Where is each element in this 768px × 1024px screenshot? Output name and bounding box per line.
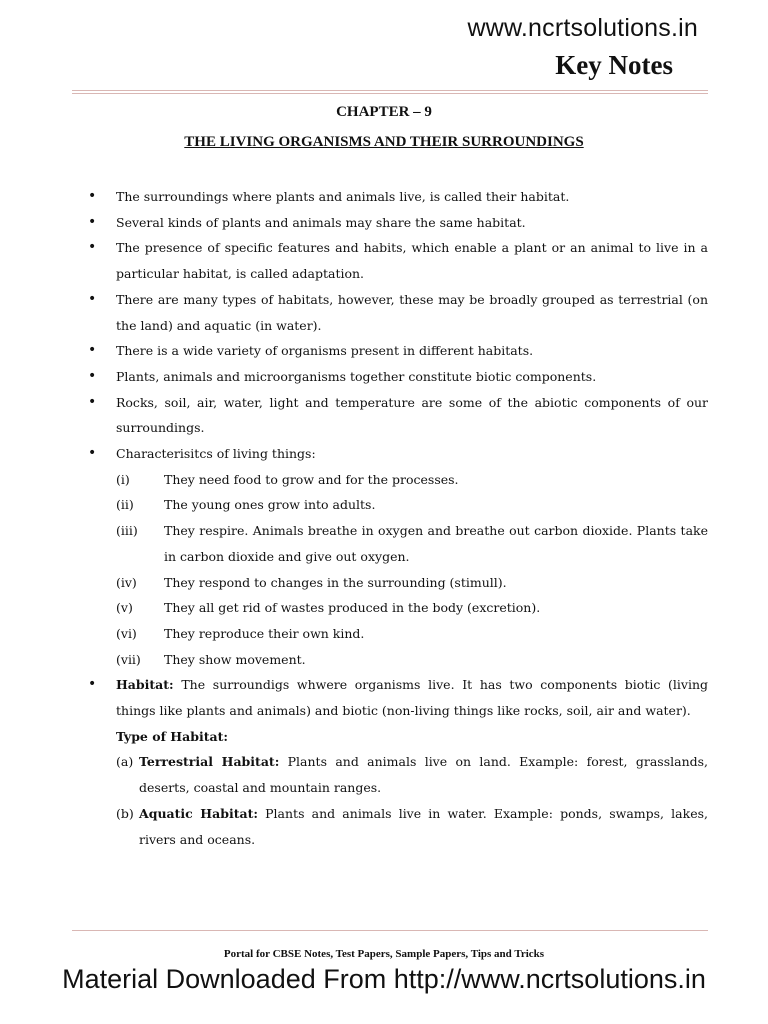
header-rule: [72, 90, 708, 94]
footer-download: Material Downloaded From http://www.ncrtsolutions.in: [62, 964, 706, 994]
chapter-number: CHAPTER – 9: [336, 104, 432, 120]
key-notes-heading: Key Notes: [555, 50, 673, 80]
item-text: They need food to grow and for the processes.: [164, 471, 459, 487]
habitat-types-heading: Type of Habitat:: [116, 728, 228, 744]
list-item: [116, 467, 708, 493]
item-text: They all get rid of wastes produced in the body (excretion).: [164, 600, 541, 616]
item-text: The young ones grow into adults.: [164, 497, 376, 513]
footer-rule: [72, 930, 708, 931]
item-number: (iv): [116, 574, 137, 590]
list-item: • There is a wide variety of organisms present in different habitats.: [88, 338, 708, 364]
characteristics-intro: Characterisitcs of living things:: [116, 446, 316, 462]
list-item: [116, 570, 708, 596]
site-url: www.ncrtsolutions.in: [467, 14, 698, 42]
list-item: [116, 647, 708, 673]
notes-list: [88, 184, 708, 852]
list-item: • The presence of specific features and habits, which enable a plant or an animal to live in a particular habitat, is called adaptation.: [88, 235, 708, 286]
item-number: (v): [116, 600, 133, 616]
list-item: • Plants, animals and microorganisms together constitute biotic components.: [88, 364, 708, 390]
footer-portal: Portal for CBSE Notes, Test Papers, Sample Papers, Tips and Tricks: [223, 948, 545, 960]
item-text: They reproduce their own kind.: [164, 625, 365, 641]
item-number: (ii): [116, 497, 134, 513]
list-item: • There are many types of habitats, however, these may be broadly grouped as terrestrial (on the land) and aquatic (in water).: [88, 287, 708, 338]
list-item: • Rocks, soil, air, water, light and temperature are some of the abiotic components of our surroundings.: [88, 390, 708, 441]
chapter-title: THE LIVING ORGANISMS AND THEIR SURROUNDINGS: [184, 134, 584, 150]
item-number: (vii): [116, 651, 141, 667]
list-item: [116, 749, 708, 800]
item-number: (iii): [116, 523, 138, 539]
item-number: (i): [116, 471, 130, 487]
list-item: • The surroundings where plants and animals live, is called their habitat.: [88, 184, 708, 210]
item-label: Aquatic Habitat:: [139, 805, 258, 821]
item-text: Plants and animals live in water. Example: ponds, swamps, lakes, rivers and oceans.: [139, 805, 708, 847]
list-item: [116, 595, 708, 621]
item-text: Plants and animals live on land. Example: forest, grasslands, deserts, coastal and mountain ranges.: [139, 754, 709, 796]
characteristics-item: [88, 441, 708, 672]
characteristics-list: [116, 467, 708, 673]
item-text: They respire. Animals breathe in oxygen and breathe out carbon dioxide. Plants take in carbon dioxide and give out oxygen.: [164, 523, 708, 564]
habitat-types-list: [116, 749, 708, 852]
item-number: (b): [116, 805, 134, 821]
item-number: (vi): [116, 625, 137, 641]
list-item: [116, 492, 708, 518]
item-text: They show movement.: [164, 651, 306, 667]
habitat-item: [88, 672, 708, 852]
list-item: [116, 518, 708, 569]
habitat-text: The surroundigs whwere organisms live. It has two components biotic (living things like plants and animals) and biotic (non-living things like rocks, soil, air and water).: [116, 677, 708, 719]
list-item: [116, 621, 708, 647]
item-number: (a): [116, 754, 134, 770]
item-label: Terrestrial Habitat:: [139, 754, 280, 770]
list-item: • Several kinds of plants and animals may share the same habitat.: [88, 210, 708, 236]
list-item: [116, 801, 708, 852]
item-text: They respond to changes in the surrounding (stimull).: [164, 574, 507, 590]
habitat-label: Habitat:: [116, 677, 174, 693]
notes-content: [88, 184, 708, 852]
